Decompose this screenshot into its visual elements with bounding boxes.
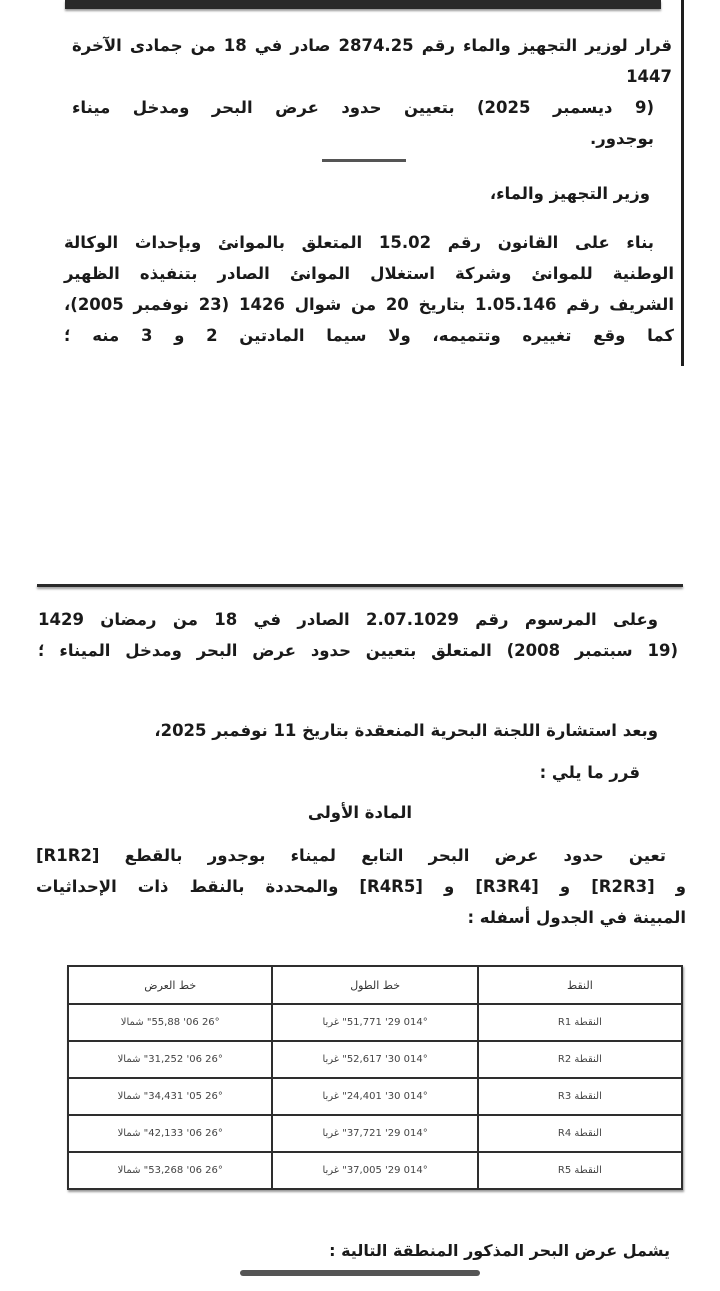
- table-row: [68, 1004, 682, 1041]
- table-row: [68, 1078, 682, 1115]
- cell-longitude: 014° 30' 52,617" غربا: [272, 1041, 477, 1078]
- article-line-2: و [R2R3] و [R3R4] و [R4R5] والمحددة بالنقط ذات الإحداثيات: [36, 877, 687, 896]
- cell-point: النقطة R2: [478, 1041, 682, 1078]
- preamble-line-3: الشريف رقم 1.05.146 بتاريخ 20 من شوال 1426 (23 نوفمبر 2005)،: [64, 295, 674, 314]
- table-row: [68, 1115, 682, 1152]
- page-divider: [37, 584, 683, 587]
- cell-point: النقطة R5: [478, 1152, 682, 1189]
- preamble-line-2: الوطنية للموانئ وشركة استغلال الموانئ الصادر بتنفيذه الظهير: [64, 264, 674, 283]
- table-row: [68, 1152, 682, 1189]
- decree-line-2: (19 سبتمبر 2008) المتعلق بتعيين حدود عرض البحر ومدخل الميناء ؛: [38, 641, 678, 660]
- article-heading: المادة الأولى: [307, 803, 413, 822]
- title-separator: [322, 159, 406, 162]
- table-header-row: [68, 966, 682, 1004]
- article-line-3: المبينة في الجدول أسفله :: [467, 908, 686, 927]
- article-paragraph: [36, 840, 686, 933]
- cell-point: النقطة R1: [478, 1004, 682, 1041]
- cell-point: النقطة R3: [478, 1078, 682, 1115]
- preamble-line-4: كما وقع تغييره وتتميمه، ولا سيما المادتين 2 و 3 منه ؛: [64, 326, 674, 345]
- cell-latitude: 26° 05' 34,431" شمالا: [68, 1078, 272, 1115]
- header-latitude: خط العرض: [68, 966, 272, 1004]
- consultation-line: وبعد استشارة اللجنة البحرية المنعقدة بتاريخ 11 نوفمبر 2025،: [154, 721, 658, 740]
- decree-reference-paragraph: [38, 604, 678, 666]
- header-points: النقط: [478, 966, 682, 1004]
- cell-point: النقطة R4: [478, 1115, 682, 1152]
- minister-line: وزير التجهيز والماء،: [489, 184, 650, 203]
- cell-longitude: 014° 29' 51,771" غربا: [272, 1004, 477, 1041]
- table-row: [68, 1041, 682, 1078]
- cell-longitude: 014° 29' 37,005" غربا: [272, 1152, 477, 1189]
- title-line-2: (9 ديسمبر 2025) بتعيين حدود عرض البحر ومدخل ميناء: [72, 98, 654, 117]
- title-line-1: قرار لوزير التجهيز والماء رقم 2874.25 صادر في 18 من جمادى الآخرة 1447: [72, 36, 673, 86]
- cell-longitude: 014° 30' 24,401" غربا: [272, 1078, 477, 1115]
- article-line-1: تعين حدود عرض البحر التابع لميناء بوجدور بالقطع [R1R2]: [36, 846, 666, 865]
- cell-latitude: 26° 06' 42,133" شمالا: [68, 1115, 272, 1152]
- cell-latitude: 26° 06' 53,268" شمالا: [68, 1152, 272, 1189]
- cell-latitude: 26° 06' 31,252" شمالا: [68, 1041, 272, 1078]
- cell-latitude: 26° 06' 55,88" شمالا: [68, 1004, 272, 1041]
- cell-longitude: 014° 29' 37,721" غربا: [272, 1115, 477, 1152]
- decree-line-1: وعلى المرسوم رقم 2.07.1029 الصادر في 18 من رمضان 1429: [38, 610, 658, 629]
- header-longitude: خط الطول: [272, 966, 477, 1004]
- home-indicator-bar[interactable]: [240, 1270, 480, 1276]
- coordinates-table: [67, 965, 683, 1190]
- preamble-paragraph: [64, 227, 674, 351]
- top-rule: [65, 0, 661, 9]
- column-separator-line: [681, 0, 684, 366]
- decides-line: قرر ما يلي :: [539, 763, 640, 782]
- closing-line: يشمل عرض البحر المذكور المنطقة التالية :: [329, 1241, 670, 1260]
- title-line-3: بوجدور.: [590, 129, 654, 148]
- decision-title: [72, 30, 672, 154]
- preamble-line-1: بناء على القانون رقم 15.02 المتعلق بالموانئ وبإحداث الوكالة: [64, 233, 654, 252]
